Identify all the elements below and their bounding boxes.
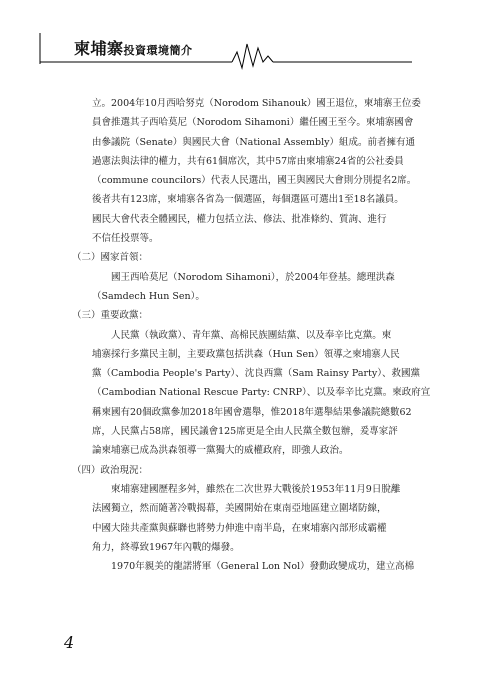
body-line-text: 1970年親美的龍諾將軍（General Lon Nol）發動政變成功，建立高棉 <box>111 561 415 573</box>
body-line: 稱柬國有20個政黨參加2018年國會選舉，惟2018年選舉結果參議院總數62 <box>92 406 412 418</box>
body-line: 論柬埔寨已成為洪森領導一黨獨大的威權政府，即強人政治。 <box>92 445 349 457</box>
body-line: 由參議院（Senate）與國民大會（National Assembly）組成。前者擁有通 <box>92 136 415 148</box>
body-line <box>92 480 417 499</box>
body-line-text: 柬埔寨建國歷程多舛，雖然在二次世界大戰後於1953年11月9日脫離 <box>111 483 401 495</box>
header-title-sub: 投資環境簡介 <box>123 44 193 57</box>
page-number: 4 <box>64 633 75 652</box>
section-heading-political-parties: （三）重要政黨： <box>72 310 149 322</box>
body-line: 角力，終導致1967年內戰的爆發。 <box>92 541 240 553</box>
body-line: 後者共有123席，柬埔寨各省為一個選區，每個選區可選出1至18名議員。 <box>92 194 404 206</box>
body-line: 黨（Cambodia People's Party）、沈良西黨（Sam Rainsy Party）、救國黨 <box>92 368 420 380</box>
section-heading-head-of-state: （二）國家首領： <box>72 252 149 264</box>
body-line <box>92 326 417 345</box>
section-heading-political-situation: （四）政治現況： <box>72 464 149 476</box>
header-title-main: 柬埔寨 <box>74 39 124 58</box>
body-line: 法國獨立，然而隨著冷戰揭幕，美國開始在東南亞地區建立圍堵防線， <box>92 503 387 515</box>
body-line-text: 國王西哈莫尼（Norodom Sihamoni），於2004年登基。總理洪森 <box>111 271 395 283</box>
body-line <box>92 268 417 287</box>
body-line: 中國大陸共產黨與蘇聯也將勢力伸進中南半島，在柬埔寨內部形成霸權 <box>92 522 387 534</box>
header-pulse-line <box>0 0 480 70</box>
body-line: 席，人民黨占58席，國民議會125席更是全由人民黨全數包辦，爰專家評 <box>92 426 398 438</box>
body-line: （Samdech Hun Sen）。 <box>92 290 205 302</box>
header-title <box>74 36 193 59</box>
body-line: 埔寨採行多黨民主制，主要政黨包括洪森（Hun Sen）領導之柬埔寨人民 <box>92 348 400 360</box>
page-body <box>72 94 431 576</box>
body-line: （Cambodian National Rescue Party: CNRP）、以及奉辛比克黨。柬政府宣 <box>92 387 431 399</box>
body-line: 國民大會代表全體國民，權力包括立法、修法、批准條約、質詢、進行 <box>92 213 387 225</box>
page-header <box>0 0 480 70</box>
body-line: 不信任投票等。 <box>92 233 159 245</box>
body-line <box>92 557 417 576</box>
body-line-text: 人民黨（執政黨）、青年黨、高棉民族團結黨、以及奉辛比克黨。柬 <box>111 329 392 341</box>
body-line: 立。2004年10月西哈努克（Norodom Sihanouk）國王退位，柬埔寨王位委 <box>92 98 421 109</box>
body-line: 員會推選其子西哈莫尼（Norodom Sihamoni）繼任國王至今。柬埔寨國會 <box>92 117 414 129</box>
body-line: 過憲法與法律的權力，共有61個席次，其中57席由柬埔寨24省的公社委員 <box>92 155 404 167</box>
body-line: （commune councilors）代表人民選出，國王與國民大會則分別提名2席。 <box>92 175 417 187</box>
